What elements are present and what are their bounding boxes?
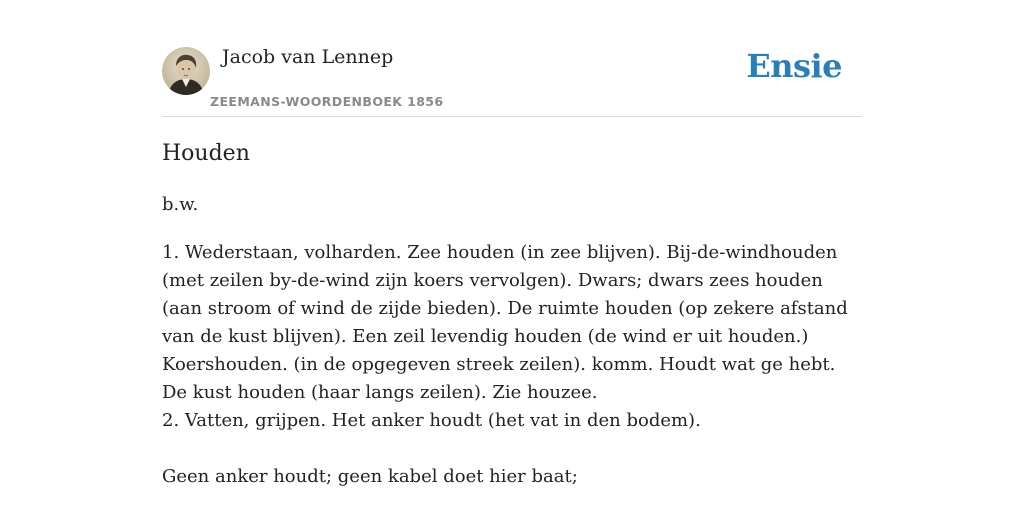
part-of-speech: b.w. xyxy=(162,194,199,215)
spacer xyxy=(162,435,862,463)
entry-definition xyxy=(162,239,862,491)
source-label[interactable]: ZEEMANS-WOORDENBOEK 1856 xyxy=(210,94,444,109)
author-name[interactable]: Jacob van Lennep xyxy=(222,46,394,68)
author-portrait-icon xyxy=(162,47,210,95)
entry-header xyxy=(162,0,862,117)
entry-page xyxy=(162,0,862,512)
brand-logo[interactable]: Ensie xyxy=(746,47,842,85)
definition-sense-1: 1. Wederstaan, volharden. Zee houden (in zee blijven). Bij-de-windhouden (met zeilen by-de-wind zijn koers vervolgen). Dwars; dwars zees houden (aan stroom of wind de zijde bieden). De ruimte houden (op zekere afstand van de kust blijven). Een zeil levendig houden (de wind er uit houden.) Koershouden. (in de opgegeven streek zeilen). komm. Houdt wat ge hebt. De kust houden (haar langs zeilen). Zie houzee. xyxy=(162,242,848,403)
entry-title: Houden xyxy=(162,141,250,166)
author-avatar[interactable] xyxy=(162,47,210,95)
definition-quote: Geen anker houdt; geen kabel doet hier baat; xyxy=(162,466,578,487)
definition-sense-2: 2. Vatten, grijpen. Het anker houdt (het vat in den bodem). xyxy=(162,410,701,431)
